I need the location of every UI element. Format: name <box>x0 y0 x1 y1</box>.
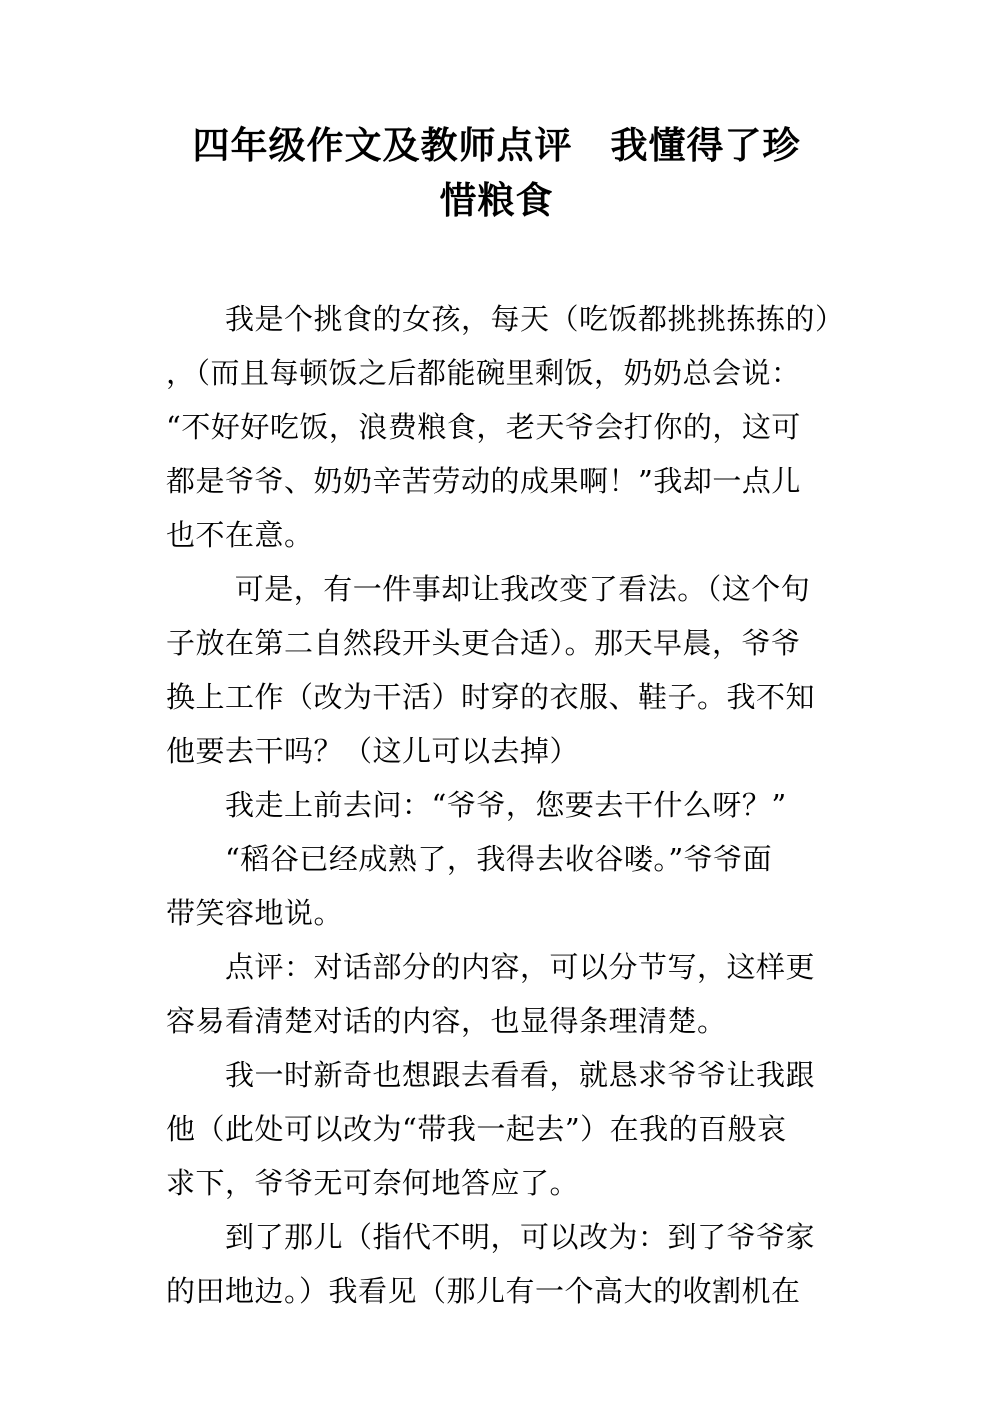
text-line: 他（此处可以改为“带我一起去”）在我的百般哀 <box>166 1112 787 1146</box>
text-line: 都是爷爷、奶奶辛苦劳动的成果啊！”我却一点儿 <box>166 464 801 498</box>
text-line: 容易看清楚对话的内容，也显得条理清楚。 <box>166 1004 727 1038</box>
text-line: 求下，爷爷无可奈何地答应了。 <box>166 1166 580 1200</box>
text-line: “不好好吃饭，浪费粮食，老天爷会打你的，这可 <box>166 410 801 444</box>
text-line: 点评：对话部分的内容，可以分节写，这样更 <box>166 950 816 984</box>
text-line: 我一时新奇也想跟去看看，就恳求爷爷让我跟 <box>166 1058 816 1092</box>
text-line: 也不在意。 <box>166 518 314 552</box>
text-line: 我走上前去问：“爷爷，您要去干什么呀？” <box>166 788 787 822</box>
essay-body <box>166 292 845 1318</box>
text-line: 我是个挑食的女孩，每天（吃饭都挑挑拣拣的） <box>166 302 845 336</box>
title-line-1: 四年级作文及教师点评 我懂得了珍 <box>192 124 801 167</box>
text-line: 的田地边。）我看见（那儿有一个高大的收割机在 <box>166 1274 801 1308</box>
document-title <box>150 118 843 228</box>
text-line: ，（而且每顿饭之后都能碗里剩饭，奶奶总会说： <box>166 356 801 390</box>
text-line: 他要去干吗？（这儿可以去掉） <box>166 734 580 768</box>
title-line-2: 惜粮食 <box>439 179 554 222</box>
text-line: 带笑容地说。 <box>166 896 344 930</box>
text-line: 换上工作（改为干活）时穿的衣服、鞋子。我不知 <box>166 680 816 714</box>
text-line: 可是，有一件事却让我改变了看法。（这个句 <box>166 572 811 606</box>
text-line: “稻谷已经成熟了，我得去收谷喽。”爷爷面 <box>166 842 773 876</box>
text-line: 到了那儿（指代不明，可以改为：到了爷爷家 <box>166 1220 816 1254</box>
text-line: 子放在第二自然段开头更合适）。那天早晨，爷爷 <box>166 626 801 660</box>
